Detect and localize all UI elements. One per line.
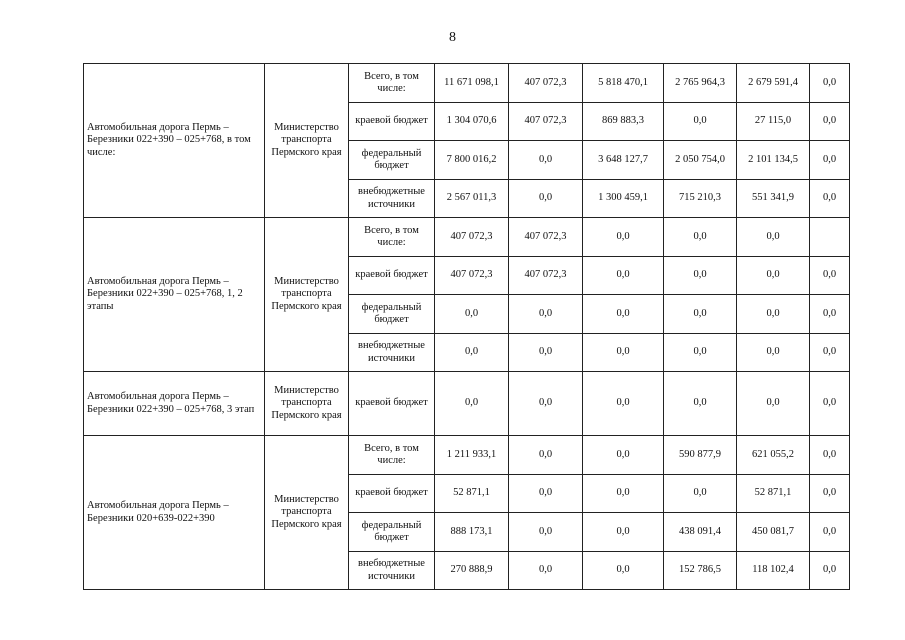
funding-source-cell: краевой бюджет — [349, 257, 435, 295]
amount-cell: 11 671 098,1 — [435, 64, 509, 103]
amount-cell: 0,0 — [435, 334, 509, 372]
amount-cell: 869 883,3 — [583, 103, 664, 141]
funding-source-cell: Всего, в том числе: — [349, 64, 435, 103]
responsible-org-cell: Министерство транспорта Пермского края — [265, 64, 349, 218]
amount-cell: 0,0 — [509, 295, 583, 334]
funding-source-cell: краевой бюджет — [349, 372, 435, 436]
object-name-cell: Автомобильная дорога Пермь – Березники 022+390 – 025+768, 3 этап — [84, 372, 265, 436]
amount-cell: 0,0 — [664, 257, 737, 295]
amount-cell: 407 072,3 — [509, 218, 583, 257]
amount-cell: 0,0 — [810, 295, 850, 334]
amount-cell: 407 072,3 — [435, 257, 509, 295]
amount-cell: 0,0 — [810, 552, 850, 590]
amount-cell: 1 300 459,1 — [583, 180, 664, 218]
amount-cell: 0,0 — [509, 180, 583, 218]
amount-cell: 0,0 — [664, 103, 737, 141]
amount-cell: 0,0 — [583, 372, 664, 436]
funding-source-cell: внебюджетные источники — [349, 334, 435, 372]
amount-cell: 0,0 — [664, 372, 737, 436]
amount-cell: 0,0 — [810, 180, 850, 218]
amount-cell: 0,0 — [737, 295, 810, 334]
responsible-org-cell: Министерство транспорта Пермского края — [265, 436, 349, 590]
amount-cell: 152 786,5 — [664, 552, 737, 590]
amount-cell: 590 877,9 — [664, 436, 737, 475]
amount-cell: 0,0 — [583, 552, 664, 590]
amount-cell: 0,0 — [509, 372, 583, 436]
amount-cell: 27 115,0 — [737, 103, 810, 141]
amount-cell: 450 081,7 — [737, 513, 810, 552]
object-name-cell: Автомобильная дорога Пермь – Березники 020+639-022+390 — [84, 436, 265, 590]
amount-cell: 0,0 — [664, 334, 737, 372]
funding-source-cell: Всего, в том числе: — [349, 436, 435, 475]
amount-cell: 0,0 — [810, 334, 850, 372]
amount-cell: 621 055,2 — [737, 436, 810, 475]
amount-cell: 1 304 070,6 — [435, 103, 509, 141]
amount-cell: 407 072,3 — [509, 257, 583, 295]
table-row — [84, 64, 850, 103]
amount-cell: 438 091,4 — [664, 513, 737, 552]
amount-cell: 0,0 — [583, 257, 664, 295]
amount-cell: 0,0 — [664, 218, 737, 257]
object-name-cell: Автомобильная дорога Пермь – Березники 022+390 – 025+768, в том числе: — [84, 64, 265, 218]
amount-cell: 2 567 011,3 — [435, 180, 509, 218]
object-name-cell: Автомобильная дорога Пермь – Березники 022+390 – 025+768, 1, 2 этапы — [84, 218, 265, 372]
amount-cell: 0,0 — [509, 436, 583, 475]
responsible-org-cell: Министерство транспорта Пермского края — [265, 372, 349, 436]
amount-cell: 2 050 754,0 — [664, 141, 737, 180]
amount-cell: 0,0 — [810, 141, 850, 180]
amount-cell: 0,0 — [810, 64, 850, 103]
amount-cell: 407 072,3 — [435, 218, 509, 257]
amount-cell: 5 818 470,1 — [583, 64, 664, 103]
amount-cell: 0,0 — [737, 218, 810, 257]
amount-cell: 0,0 — [583, 218, 664, 257]
amount-cell: 0,0 — [664, 475, 737, 513]
amount-cell: 0,0 — [810, 372, 850, 436]
amount-cell: 270 888,9 — [435, 552, 509, 590]
page-number: 8 — [449, 30, 456, 45]
amount-cell: 0,0 — [583, 475, 664, 513]
amount-cell: 0,0 — [810, 475, 850, 513]
funding-source-cell: Всего, в том числе: — [349, 218, 435, 257]
amount-cell: 3 648 127,7 — [583, 141, 664, 180]
table-row — [84, 372, 850, 436]
funding-source-cell: краевой бюджет — [349, 103, 435, 141]
amount-cell: 715 210,3 — [664, 180, 737, 218]
amount-cell: 0,0 — [509, 141, 583, 180]
amount-cell: 0,0 — [583, 513, 664, 552]
responsible-org-cell: Министерство транспорта Пермского края — [265, 218, 349, 372]
table-row — [84, 218, 850, 257]
amount-cell: 0,0 — [509, 334, 583, 372]
amount-cell: 0,0 — [810, 103, 850, 141]
amount-cell: 0,0 — [737, 372, 810, 436]
funding-source-cell: федеральный бюджет — [349, 513, 435, 552]
amount-cell: 0,0 — [583, 436, 664, 475]
table-body — [84, 64, 850, 590]
amount-cell: 118 102,4 — [737, 552, 810, 590]
amount-cell: 0,0 — [810, 513, 850, 552]
amount-cell: 407 072,3 — [509, 103, 583, 141]
funding-source-cell: федеральный бюджет — [349, 295, 435, 334]
amount-cell: 0,0 — [509, 475, 583, 513]
table-row — [84, 436, 850, 475]
amount-cell: 0,0 — [509, 552, 583, 590]
amount-cell: 0,0 — [435, 295, 509, 334]
amount-cell: 52 871,1 — [737, 475, 810, 513]
funding-source-cell: внебюджетные источники — [349, 552, 435, 590]
amount-cell: 0,0 — [583, 295, 664, 334]
amount-cell: 7 800 016,2 — [435, 141, 509, 180]
amount-cell: 0,0 — [583, 334, 664, 372]
funding-source-cell: федеральный бюджет — [349, 141, 435, 180]
financing-table — [83, 63, 850, 590]
amount-cell: 407 072,3 — [509, 64, 583, 103]
amount-cell: 551 341,9 — [737, 180, 810, 218]
amount-cell — [810, 218, 850, 257]
amount-cell: 0,0 — [435, 372, 509, 436]
amount-cell: 52 871,1 — [435, 475, 509, 513]
amount-cell: 0,0 — [737, 257, 810, 295]
amount-cell: 888 173,1 — [435, 513, 509, 552]
amount-cell: 0,0 — [810, 436, 850, 475]
amount-cell: 1 211 933,1 — [435, 436, 509, 475]
amount-cell: 2 679 591,4 — [737, 64, 810, 103]
amount-cell: 0,0 — [810, 257, 850, 295]
amount-cell: 0,0 — [664, 295, 737, 334]
amount-cell: 2 765 964,3 — [664, 64, 737, 103]
amount-cell: 0,0 — [509, 513, 583, 552]
amount-cell: 0,0 — [737, 334, 810, 372]
funding-source-cell: краевой бюджет — [349, 475, 435, 513]
funding-source-cell: внебюджетные источники — [349, 180, 435, 218]
amount-cell: 2 101 134,5 — [737, 141, 810, 180]
